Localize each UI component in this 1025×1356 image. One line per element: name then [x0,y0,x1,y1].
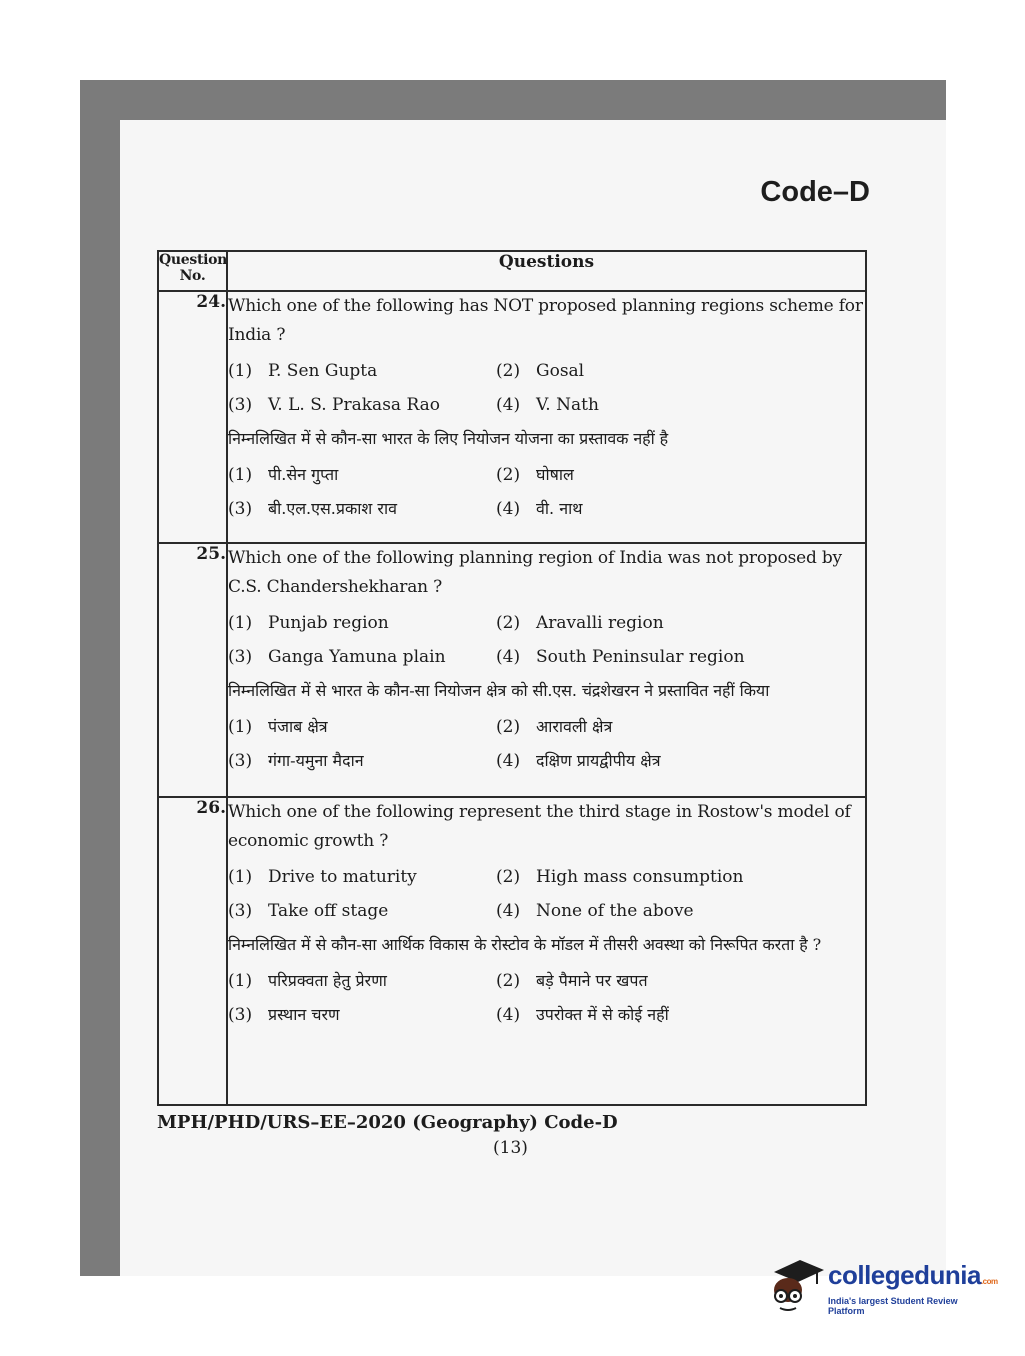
page-number: (13) [493,1138,528,1158]
option-hi: (4) दक्षिण प्रायद्वीपीय क्षेत्र [496,751,661,771]
question-stem-hi: निम्नलिखित में से भारत के कौन-सा नियोजन क्षेत्र को सी.एस. चंद्रशेखरन ने प्रस्तावित नहीं किया [228,681,770,700]
option-en: (3) Take off stage [228,901,389,921]
option-hi: (3) बी.एल.एस.प्रकाश राव [228,499,397,519]
question-number: 26. [158,797,227,1105]
option-hi: (2) बड़े पैमाने पर खपत [496,971,648,991]
option-en: (2) Aravalli region [496,613,664,633]
option-en: (4) South Peninsular region [496,647,745,667]
option-hi: (4) वी. नाथ [496,499,583,519]
col-header-question-no: Question No. [158,251,227,291]
option-en: (4) V. Nath [496,395,599,415]
option-en: (4) None of the above [496,901,694,921]
option-hi: (1) परिप्रक्वता हेतु प्रेरणा [228,971,387,991]
question-row [158,543,866,797]
question-stem-en: Which one of the following planning region of India was not proposed by C.S. Chandershekharan ? [228,548,842,597]
option-hi: (4) उपरोक्त में से कोई नहीं [496,1005,669,1025]
question-number: 25. [158,543,227,797]
question-number: 24. [158,291,227,543]
option-en: (1) P. Sen Gupta [228,361,378,381]
option-en: (1) Drive to maturity [228,867,417,887]
option-hi: (3) गंगा-यमुना मैदान [228,751,364,771]
question-stem-hi: निम्नलिखित में से कौन-सा भारत के लिए नियोजन योजना का प्रस्तावक नहीं है [228,429,669,448]
option-hi: (1) पी.सेन गुप्ता [228,465,339,485]
watermark-logo [766,1250,996,1320]
question-stem-en: Which one of the following represent the third stage in Rostow's model of economic growth ? [228,802,851,851]
brand-name: collegedunia.com [828,1260,998,1290]
option-hi: (1) पंजाब क्षेत्र [228,717,328,737]
mascot-icon [766,1250,826,1320]
option-hi: (2) घोषाल [496,465,574,485]
option-en: (3) V. L. S. Prakasa Rao [228,395,441,415]
paper-code: Code–D [760,176,870,208]
option-en: (2) High mass consumption [496,867,744,887]
question-stem-hi: निम्नलिखित में से कौन-सा आर्थिक विकास के रोस्टोव के मॉडल में तीसरी अवस्था को निरूपित करता है ? [228,935,822,954]
col-header-questions: Questions [227,251,866,291]
question-row [158,291,866,543]
exam-footer: MPH/PHD/URS–EE–2020 (Geography) Code-D [157,1112,618,1133]
question-table [157,250,867,1106]
option-en: (2) Gosal [496,361,585,381]
option-en: (1) Punjab region [228,613,389,633]
option-en: (3) Ganga Yamuna plain [228,647,446,667]
question-row [158,797,866,1105]
brand-tagline: India's largest Student Review Platform [828,1296,958,1316]
option-hi: (3) प्रस्थान चरण [228,1005,340,1025]
question-stem-en: Which one of the following has NOT proposed planning regions scheme for India ? [228,296,863,345]
option-hi: (2) आरावली क्षेत्र [496,717,613,737]
